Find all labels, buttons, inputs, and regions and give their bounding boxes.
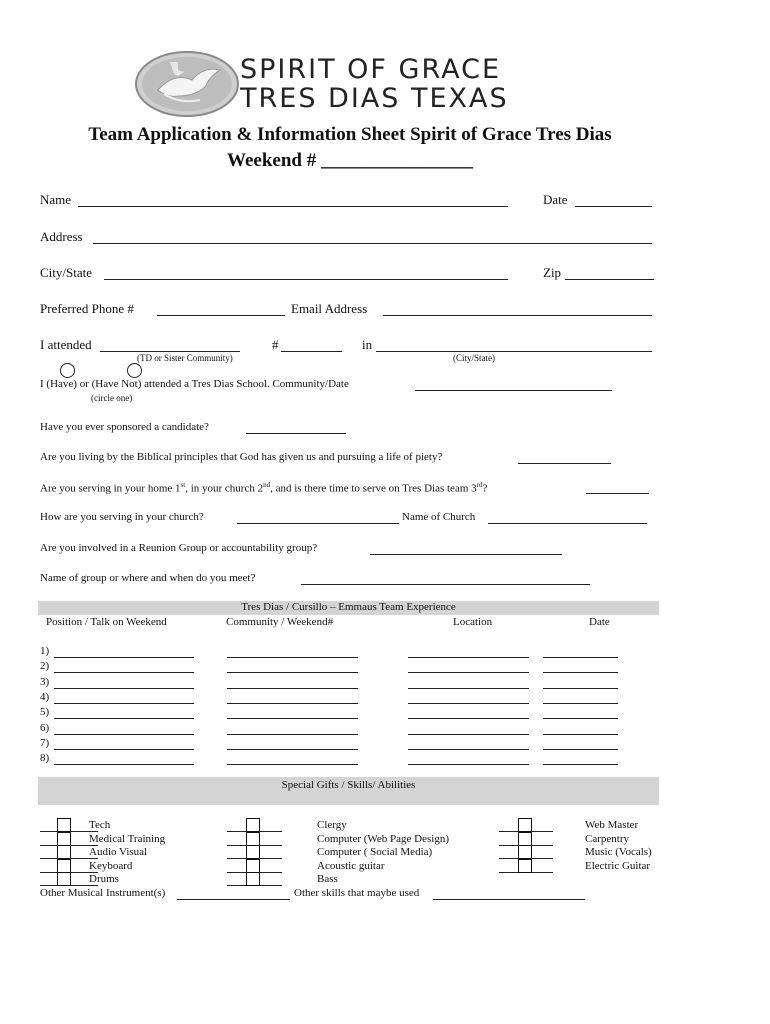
col-date: Date xyxy=(589,616,610,628)
zip-field[interactable] xyxy=(565,279,654,280)
church-name-field[interactable] xyxy=(488,523,647,524)
date-field[interactable] xyxy=(543,749,618,750)
serving-question-a: Are you serving in your home 1 xyxy=(40,482,181,495)
email-field[interactable] xyxy=(383,315,652,316)
reunion-question: Are you involved in a Reunion Group or accountability group? xyxy=(40,542,318,554)
gift-label: Bass xyxy=(317,873,338,885)
phone-label: Preferred Phone # xyxy=(40,301,134,316)
gift-label: Music (Vocals) xyxy=(585,846,652,858)
gift-checkbox[interactable] xyxy=(246,845,260,859)
church-serving-question: How are you serving in your church? xyxy=(40,511,204,523)
gift-label: Medical Training xyxy=(89,832,166,845)
position-field[interactable] xyxy=(54,657,194,658)
col-location: Location xyxy=(453,616,493,628)
td-hint: (TD or Sister Community) xyxy=(137,353,233,363)
gift-checkbox[interactable] xyxy=(518,832,532,846)
church-name-label: Name of Church xyxy=(402,511,476,523)
location-field[interactable] xyxy=(408,703,529,704)
other-skills-label: Other skills that maybe used xyxy=(294,887,420,899)
dove-emblem-icon xyxy=(134,50,240,118)
serving-question-b: , in your church 2 xyxy=(185,482,264,495)
date-field[interactable] xyxy=(543,718,618,719)
reunion-field[interactable] xyxy=(370,554,562,555)
address-field[interactable] xyxy=(93,243,652,244)
city-state-label: City/State xyxy=(40,265,92,280)
serving-question-c: , and is there time to serve on Tres Dias team 3 xyxy=(270,482,477,495)
gift-checkbox[interactable] xyxy=(57,818,71,832)
gift-checkbox[interactable] xyxy=(518,859,532,873)
gift-checkbox[interactable] xyxy=(57,859,71,873)
gift-label: Computer (Web Page Design) xyxy=(317,832,449,845)
gift-checkbox[interactable] xyxy=(246,859,260,873)
gift-checkbox[interactable] xyxy=(57,872,71,886)
other-instrument-field[interactable] xyxy=(177,899,290,900)
phone-field[interactable] xyxy=(157,315,285,316)
gift-label: Tech xyxy=(89,819,111,831)
page-title: Team Application & Information Sheet Spirit of Grace Tres Dias xyxy=(88,124,612,145)
sponsored-question: Have you ever sponsored a candidate? xyxy=(40,421,209,433)
community-field[interactable] xyxy=(227,718,358,719)
row-number: 2) xyxy=(40,660,50,673)
row-number: 1) xyxy=(40,645,50,657)
gift-checkbox[interactable] xyxy=(518,845,532,859)
school-question: I (Have) or (Have Not) attended a Tres Dias School. Community/Date xyxy=(40,378,349,390)
community-field[interactable] xyxy=(227,672,358,673)
gift-checkbox[interactable] xyxy=(246,832,260,846)
other-instrument-label: Other Musical Instrument(s) xyxy=(40,887,166,899)
date-field[interactable] xyxy=(543,764,618,765)
community-field[interactable] xyxy=(227,657,358,658)
gift-checkbox[interactable] xyxy=(246,872,260,886)
row-number: 3) xyxy=(40,675,50,688)
location-field[interactable] xyxy=(408,672,529,673)
zip-label: Zip xyxy=(543,265,562,280)
gift-checkbox[interactable] xyxy=(518,818,532,832)
logo-line2: TRES DIAS TEXAS xyxy=(240,83,509,114)
position-field[interactable] xyxy=(54,672,194,673)
community-field[interactable] xyxy=(227,764,358,765)
position-field[interactable] xyxy=(54,703,194,704)
date-field[interactable] xyxy=(543,688,618,689)
gift-label: Electric Guitar xyxy=(585,859,651,872)
serving-question xyxy=(40,481,487,495)
row-number: 7) xyxy=(40,736,50,749)
date-label: Date xyxy=(543,192,568,207)
location-field[interactable] xyxy=(408,749,529,750)
gift-checkbox[interactable] xyxy=(57,845,71,859)
community-field[interactable] xyxy=(227,749,358,750)
have-not-option-circle[interactable] xyxy=(127,363,142,378)
other-skills-field[interactable] xyxy=(433,899,585,900)
row-number: 4) xyxy=(40,690,50,703)
location-field[interactable] xyxy=(408,718,529,719)
col-community: Community / Weekend# xyxy=(226,616,334,628)
church-serving-field[interactable] xyxy=(237,523,399,524)
community-field[interactable] xyxy=(227,688,358,689)
group-field[interactable] xyxy=(301,584,590,585)
circle-one-hint: (circle one) xyxy=(91,393,133,403)
location-field[interactable] xyxy=(408,688,529,689)
sponsored-field[interactable] xyxy=(246,433,346,434)
sup-nd: nd xyxy=(263,481,271,489)
sup-rd: rd xyxy=(476,481,483,489)
gift-label: Computer ( Social Media) xyxy=(317,846,433,858)
position-field[interactable] xyxy=(54,718,194,719)
attended-field[interactable] xyxy=(100,351,240,352)
gift-label: Keyboard xyxy=(89,859,133,872)
address-label: Address xyxy=(40,229,83,244)
in-label: in xyxy=(362,337,373,352)
position-field[interactable] xyxy=(54,734,194,735)
city-state-field[interactable] xyxy=(104,279,508,280)
weekend-hash-label: # xyxy=(272,337,279,352)
date-field[interactable] xyxy=(543,703,618,704)
logo-line1: SPIRIT OF GRACE xyxy=(240,54,502,85)
gift-label: Clergy xyxy=(317,819,347,831)
row-number: 6) xyxy=(40,721,50,734)
biblical-question: Are you living by the Biblical principles that God has given us and pursuing a life of piety? xyxy=(40,451,443,463)
experience-header: Tres Dias / Cursillo – Emmaus Team Experience xyxy=(241,601,456,613)
gift-label: Acoustic guitar xyxy=(317,859,385,872)
date-field[interactable] xyxy=(543,734,618,735)
school-community-date-field[interactable] xyxy=(415,390,612,391)
serving-field[interactable] xyxy=(586,493,649,494)
attended-label: I attended xyxy=(40,337,92,352)
col-position: Position / Talk on Weekend xyxy=(46,616,167,628)
logo xyxy=(134,50,564,120)
weekend-number-field[interactable] xyxy=(281,351,342,352)
name-field[interactable] xyxy=(78,206,508,207)
community-field[interactable] xyxy=(227,734,358,735)
group-question: Name of group or where and when do you meet? xyxy=(40,572,256,584)
location-field[interactable] xyxy=(408,657,529,658)
gift-label: Drums xyxy=(89,873,119,885)
position-field[interactable] xyxy=(54,764,194,765)
date-field[interactable] xyxy=(543,672,618,673)
gift-checkbox[interactable] xyxy=(246,818,260,832)
gifts-header: Special Gifts / Skills/ Abilities xyxy=(281,779,416,791)
attended-city-field[interactable] xyxy=(376,351,652,352)
date-field[interactable] xyxy=(575,206,652,207)
position-field[interactable] xyxy=(54,688,194,689)
community-field[interactable] xyxy=(227,703,358,704)
name-label: Name xyxy=(40,192,72,207)
row-number: 8) xyxy=(40,752,50,765)
location-field[interactable] xyxy=(408,734,529,735)
date-field[interactable] xyxy=(543,657,618,658)
sup-st: st xyxy=(180,481,186,489)
gift-label: Web Master xyxy=(585,819,639,831)
city-hint: (City/State) xyxy=(453,353,495,363)
gift-label: Carpentry xyxy=(585,832,629,845)
position-field[interactable] xyxy=(54,749,194,750)
weekend-number-label: Weekend # ________________ xyxy=(227,150,473,171)
gift-label: Audio Visual xyxy=(89,846,148,858)
gift-checkbox[interactable] xyxy=(57,832,71,846)
row-number: 5) xyxy=(40,706,50,719)
biblical-field[interactable] xyxy=(518,463,611,464)
email-label: Email Address xyxy=(291,301,368,316)
location-field[interactable] xyxy=(408,764,529,765)
have-option-circle[interactable] xyxy=(60,363,75,378)
serving-question-d: ? xyxy=(482,482,488,495)
